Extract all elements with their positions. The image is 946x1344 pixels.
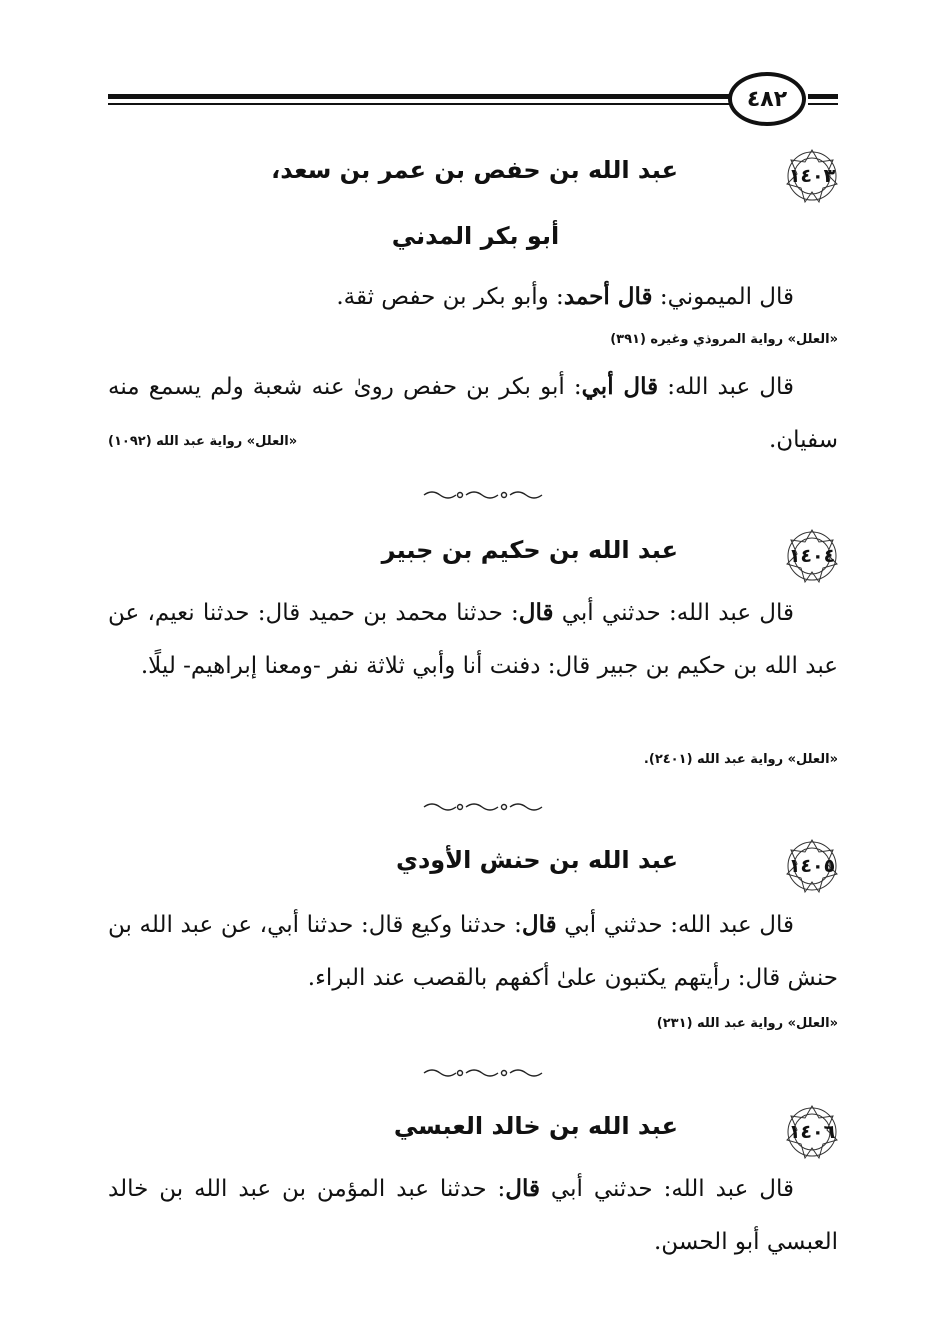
- source-citation: «العلل» رواية عبد الله (١٠٩٢): [108, 434, 298, 449]
- text-run: : وأبو بكر بن حفص ثقة.: [336, 284, 564, 310]
- rosette-icon: [781, 1104, 843, 1160]
- divider-ornament-icon: [420, 1066, 560, 1080]
- entry-heading-1403: [108, 148, 843, 204]
- entry-number: ١٤٠٤: [788, 545, 836, 567]
- paragraph: [108, 1162, 838, 1269]
- paragraph: [108, 586, 838, 693]
- divider-ornament-icon: [420, 488, 560, 502]
- paragraph: [108, 898, 838, 1005]
- entry-title: عبد الله بن حفص بن عمر بن سعد،: [271, 156, 678, 184]
- page-header: [108, 72, 838, 130]
- paragraph: [108, 360, 838, 467]
- rosette-icon: [781, 148, 843, 204]
- divider-ornament-icon: [420, 800, 560, 814]
- text-run: : حدثنا وكيع قال: حدثنا أبي، عن عبد الله بن حنش قال: رأيتهم يكتبون علىٰ أكفهم بالقصب عند البراء.: [108, 912, 838, 991]
- entry-heading-1406: [108, 1104, 843, 1160]
- entry-number: ١٤٠٦: [788, 1121, 836, 1143]
- text-run: : حدثنا عبد المؤمن بن عبد الله بن خالد العبسي أبو الحسن.: [108, 1176, 838, 1255]
- text-run: قال عبد الله: حدثني أبي: [556, 912, 794, 938]
- header-rule-thin: [108, 103, 730, 105]
- bold-text: قال أحمد: [563, 283, 653, 310]
- entry-heading-1405: [108, 838, 843, 894]
- rosette-icon: [781, 838, 843, 894]
- page-number: ٤٨٢: [728, 72, 806, 126]
- rosette-icon: [781, 528, 843, 584]
- bold-text: قال: [521, 911, 557, 938]
- text-run: قال عبد الله: حدثني أبي: [539, 1176, 794, 1202]
- bold-text: قال أبي: [581, 373, 659, 400]
- text-run: : حدثنا محمد بن حميد قال: حدثنا نعيم، عن عبد الله بن حكيم بن جبير قال: دفنت أنا وأبي ثلاثة نفر -ومعنا إبراهيم- ليلًا.: [108, 600, 838, 679]
- header-rule: [108, 94, 730, 99]
- entry-title: عبد الله بن حكيم بن جبير: [381, 536, 678, 564]
- header-rule-right: [808, 94, 838, 99]
- entry-title: عبد الله بن حنش الأودي: [395, 846, 678, 874]
- source-citation: «العلل» رواية عبد الله (٢٣١): [656, 1016, 838, 1031]
- entry-heading-1404: [108, 528, 843, 584]
- entry-subtitle: أبو بكر المدني: [391, 222, 560, 250]
- bold-text: قال: [505, 1175, 540, 1202]
- text-run: : أبو بكر بن حفص روىٰ عنه شعبة ولم يسمع منه سفيان.: [108, 374, 838, 453]
- entry-number: ١٤٠٥: [788, 855, 836, 877]
- bold-text: قال: [518, 599, 554, 626]
- text-run: قال عبد الله:: [658, 374, 795, 400]
- text-run: قال الميموني:: [652, 284, 794, 310]
- header-rule-right-thin: [808, 103, 838, 105]
- text-run: قال عبد الله: حدثني أبي: [553, 600, 794, 626]
- entry-number: ١٤٠٣: [788, 165, 836, 187]
- entry-title: عبد الله بن خالد العبسي: [393, 1112, 678, 1140]
- source-citation: «العلل» رواية عبد الله (٢٤٠١).: [643, 752, 838, 767]
- paragraph: [108, 270, 838, 324]
- source-citation: «العلل» رواية المروذي وغيره (٣٩١): [610, 332, 838, 347]
